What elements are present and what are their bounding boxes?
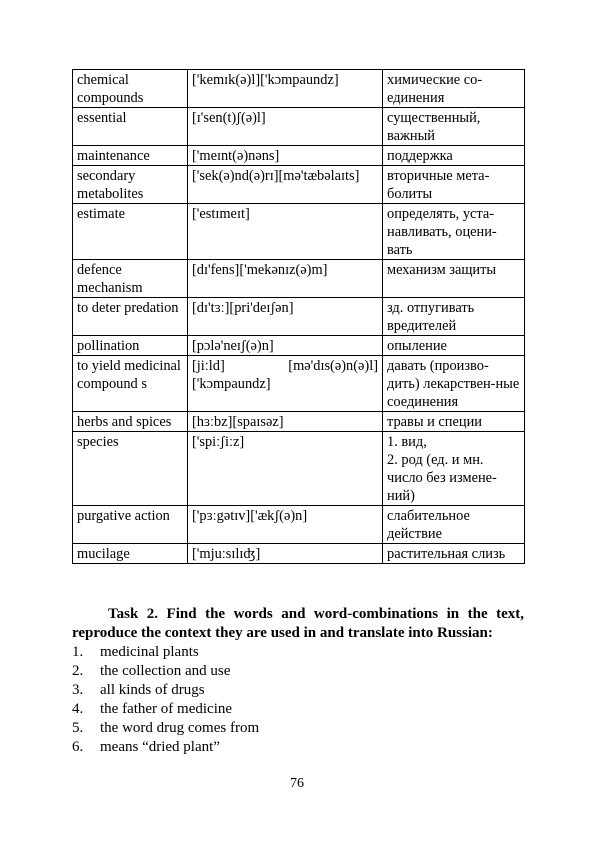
term-cell: to yield medicinal compound s bbox=[73, 356, 188, 412]
list-item bbox=[72, 738, 524, 757]
term-cell: defence mechanism bbox=[73, 260, 188, 298]
transcription-cell: ['sek(ə)nd(ə)rɪ][mə'tæbəlaɪts] bbox=[188, 166, 383, 204]
table-row bbox=[73, 146, 525, 166]
list-number: 3. bbox=[72, 682, 84, 698]
list-number: 1. bbox=[72, 644, 84, 660]
list-number: 5. bbox=[72, 720, 84, 736]
term-cell: purgative action bbox=[73, 506, 188, 544]
table-row bbox=[73, 298, 525, 336]
translation-part: 2. род (ед. и мн. число без измене-ний) bbox=[387, 452, 497, 504]
translation-cell: опыление bbox=[383, 336, 525, 356]
list-text: all kinds of drugs bbox=[100, 682, 205, 698]
translation-cell: химические со-единения bbox=[383, 70, 525, 108]
translation-cell: травы и специи bbox=[383, 412, 525, 432]
vocabulary-table bbox=[72, 69, 525, 564]
term-cell: chemical compounds bbox=[73, 70, 188, 108]
term-cell: estimate bbox=[73, 204, 188, 260]
transcription-cell: [pɔlə'neɪʃ(ə)n] bbox=[188, 336, 383, 356]
table-row bbox=[73, 260, 525, 298]
transcription-cell: ['kemɪk(ə)l]['kɔmpaundz] bbox=[188, 70, 383, 108]
term-cell: maintenance bbox=[73, 146, 188, 166]
transcription-cell: [hɜːbz][spaɪsəz] bbox=[188, 412, 383, 432]
table-row bbox=[73, 356, 525, 412]
list-number: 6. bbox=[72, 739, 84, 755]
table-row bbox=[73, 432, 525, 506]
list-number: 4. bbox=[72, 701, 84, 717]
translation-cell: зд. отпугивать вредителей bbox=[383, 298, 525, 336]
task-title: Task 2. Find the words and word-combinations in the text, reproduce the context they are used in and translate into Russian: bbox=[72, 606, 524, 641]
list-text: the father of medicine bbox=[100, 701, 233, 717]
translation-cell: вторичные мета-болиты bbox=[383, 166, 525, 204]
term-cell: essential bbox=[73, 108, 188, 146]
transcription-cell: ['pɜːgətɪv]['ækʃ(ə)n] bbox=[188, 506, 383, 544]
transcription-cell: ['estɪmeɪt] bbox=[188, 204, 383, 260]
table-row bbox=[73, 544, 525, 564]
list-item bbox=[72, 643, 524, 662]
transcription-cell: ['mjuːsɪlɪʤ] bbox=[188, 544, 383, 564]
table-row bbox=[73, 336, 525, 356]
translation-cell: давать (произво-дить) лекарствен-ные соединения bbox=[383, 356, 525, 412]
table-row bbox=[73, 204, 525, 260]
term-cell: mucilage bbox=[73, 544, 188, 564]
transcription-cell: [dɪ'fens]['mekənɪz(ə)m] bbox=[188, 260, 383, 298]
transcription-cell bbox=[188, 356, 383, 412]
list-text: medicinal plants bbox=[100, 644, 199, 660]
list-text: means “dried plant” bbox=[100, 739, 220, 755]
page-number: 76 bbox=[290, 776, 304, 791]
table-row bbox=[73, 70, 525, 108]
list-text: the word drug comes from bbox=[100, 720, 260, 736]
translation-cell: определять, уста-навливать, оцени-вать bbox=[383, 204, 525, 260]
term-cell: secondary metabolites bbox=[73, 166, 188, 204]
translation-cell: слабительное действие bbox=[383, 506, 525, 544]
task-section bbox=[72, 605, 524, 757]
table-row bbox=[73, 108, 525, 146]
list-text: the collection and use bbox=[100, 663, 231, 679]
term-cell: species bbox=[73, 432, 188, 506]
transcription-part: ['kɔmpaundz] bbox=[192, 376, 271, 392]
transcription-cell: ['meɪnt(ə)nəns] bbox=[188, 146, 383, 166]
term-cell: to deter predation bbox=[73, 298, 188, 336]
translation-part: 1. вид, bbox=[387, 434, 427, 450]
table-row bbox=[73, 412, 525, 432]
transcription-cell: [ɪ'sen(t)ʃ(ə)l] bbox=[188, 108, 383, 146]
table-row bbox=[73, 166, 525, 204]
term-cell: herbs and spices bbox=[73, 412, 188, 432]
transcription-part: [mə'dɪs(ə)n(ə)l] bbox=[288, 358, 378, 374]
translation-cell: механизм защиты bbox=[383, 260, 525, 298]
word-list bbox=[72, 643, 524, 757]
list-item bbox=[72, 700, 524, 719]
transcription-part: [jiːld] bbox=[192, 358, 225, 374]
term-cell: pollination bbox=[73, 336, 188, 356]
list-item bbox=[72, 681, 524, 700]
list-item bbox=[72, 719, 524, 738]
translation-cell bbox=[383, 432, 525, 506]
list-number: 2. bbox=[72, 663, 84, 679]
transcription-cell: ['spiːʃiːz] bbox=[188, 432, 383, 506]
translation-cell: растительная слизь bbox=[383, 544, 525, 564]
translation-cell: поддержка bbox=[383, 146, 525, 166]
transcription-cell: [dɪ'tɜː][pri'deɪʃən] bbox=[188, 298, 383, 336]
list-item bbox=[72, 662, 524, 681]
translation-cell: существенный, важный bbox=[383, 108, 525, 146]
table-row bbox=[73, 506, 525, 544]
